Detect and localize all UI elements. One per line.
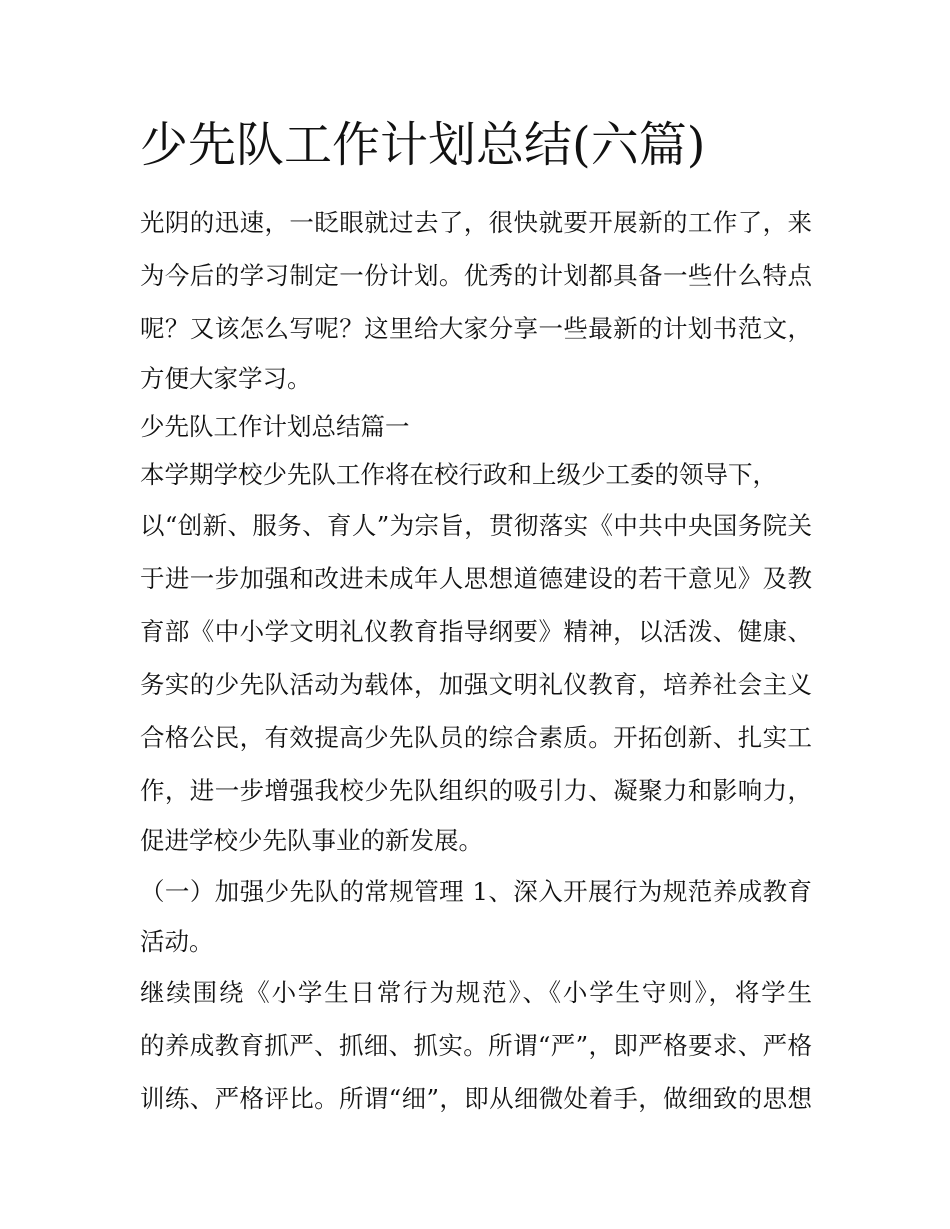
subsection-line: （一）加强少先队的常规管理 1、深入开展行为规范养成教育	[140, 877, 812, 906]
paragraph-line: 为今后的学习制定一份计划。优秀的计划都具备一些什么特点	[140, 261, 812, 290]
paragraph-line: 光阴的迅速，一眨眼就过去了，很快就要开展新的工作了，来	[140, 208, 812, 237]
paragraph-line: 训练、严格评比。所谓“细”，即从细微处着手，做细致的思想	[140, 1084, 812, 1113]
paragraph-line: 呢？又该怎么写呢？这里给大家分享一些最新的计划书范文，	[140, 314, 812, 343]
paragraph-line: 活动。	[140, 927, 214, 956]
paragraph-line: 务实的少先队活动为载体，加强文明礼仪教育，培养社会主义	[140, 670, 812, 699]
paragraph-line: 合格公民，有效提高少先队员的综合素质。开拓创新、扎实工	[140, 723, 812, 752]
document-body	[140, 196, 812, 1125]
section-heading: 少先队工作计划总结篇一	[140, 412, 410, 441]
paragraph-line: 促进学校少先队事业的新发展。	[140, 826, 483, 855]
paragraph-line: 本学期学校少先队工作将在校行政和上级少工委的领导下，	[140, 460, 777, 489]
paragraph-line: 方便大家学习。	[140, 364, 312, 393]
paragraph-line: 育部《中小学文明礼仪教育指导纲要》精神，以活泼、健康、	[140, 617, 812, 646]
paragraph-line: 作，进一步增强我校少先队组织的吸引力、凝聚力和影响力，	[140, 776, 812, 805]
paragraph-line: 的养成教育抓严、抓细、抓实。所谓“严”，即严格要求、严格	[140, 1031, 812, 1060]
paragraph-line: 于进一步加强和改进未成年人思想道德建设的若干意见》及教	[140, 564, 812, 593]
paragraph-line: 以“创新、服务、育人”为宗旨，贯彻落实《中共中央国务院关	[140, 511, 812, 540]
paragraph-line: 继续围绕《小学生日常行为规范》、《小学生守则》，将学生	[140, 978, 812, 1007]
document-title: 少先队工作计划总结(六篇)	[140, 117, 706, 173]
